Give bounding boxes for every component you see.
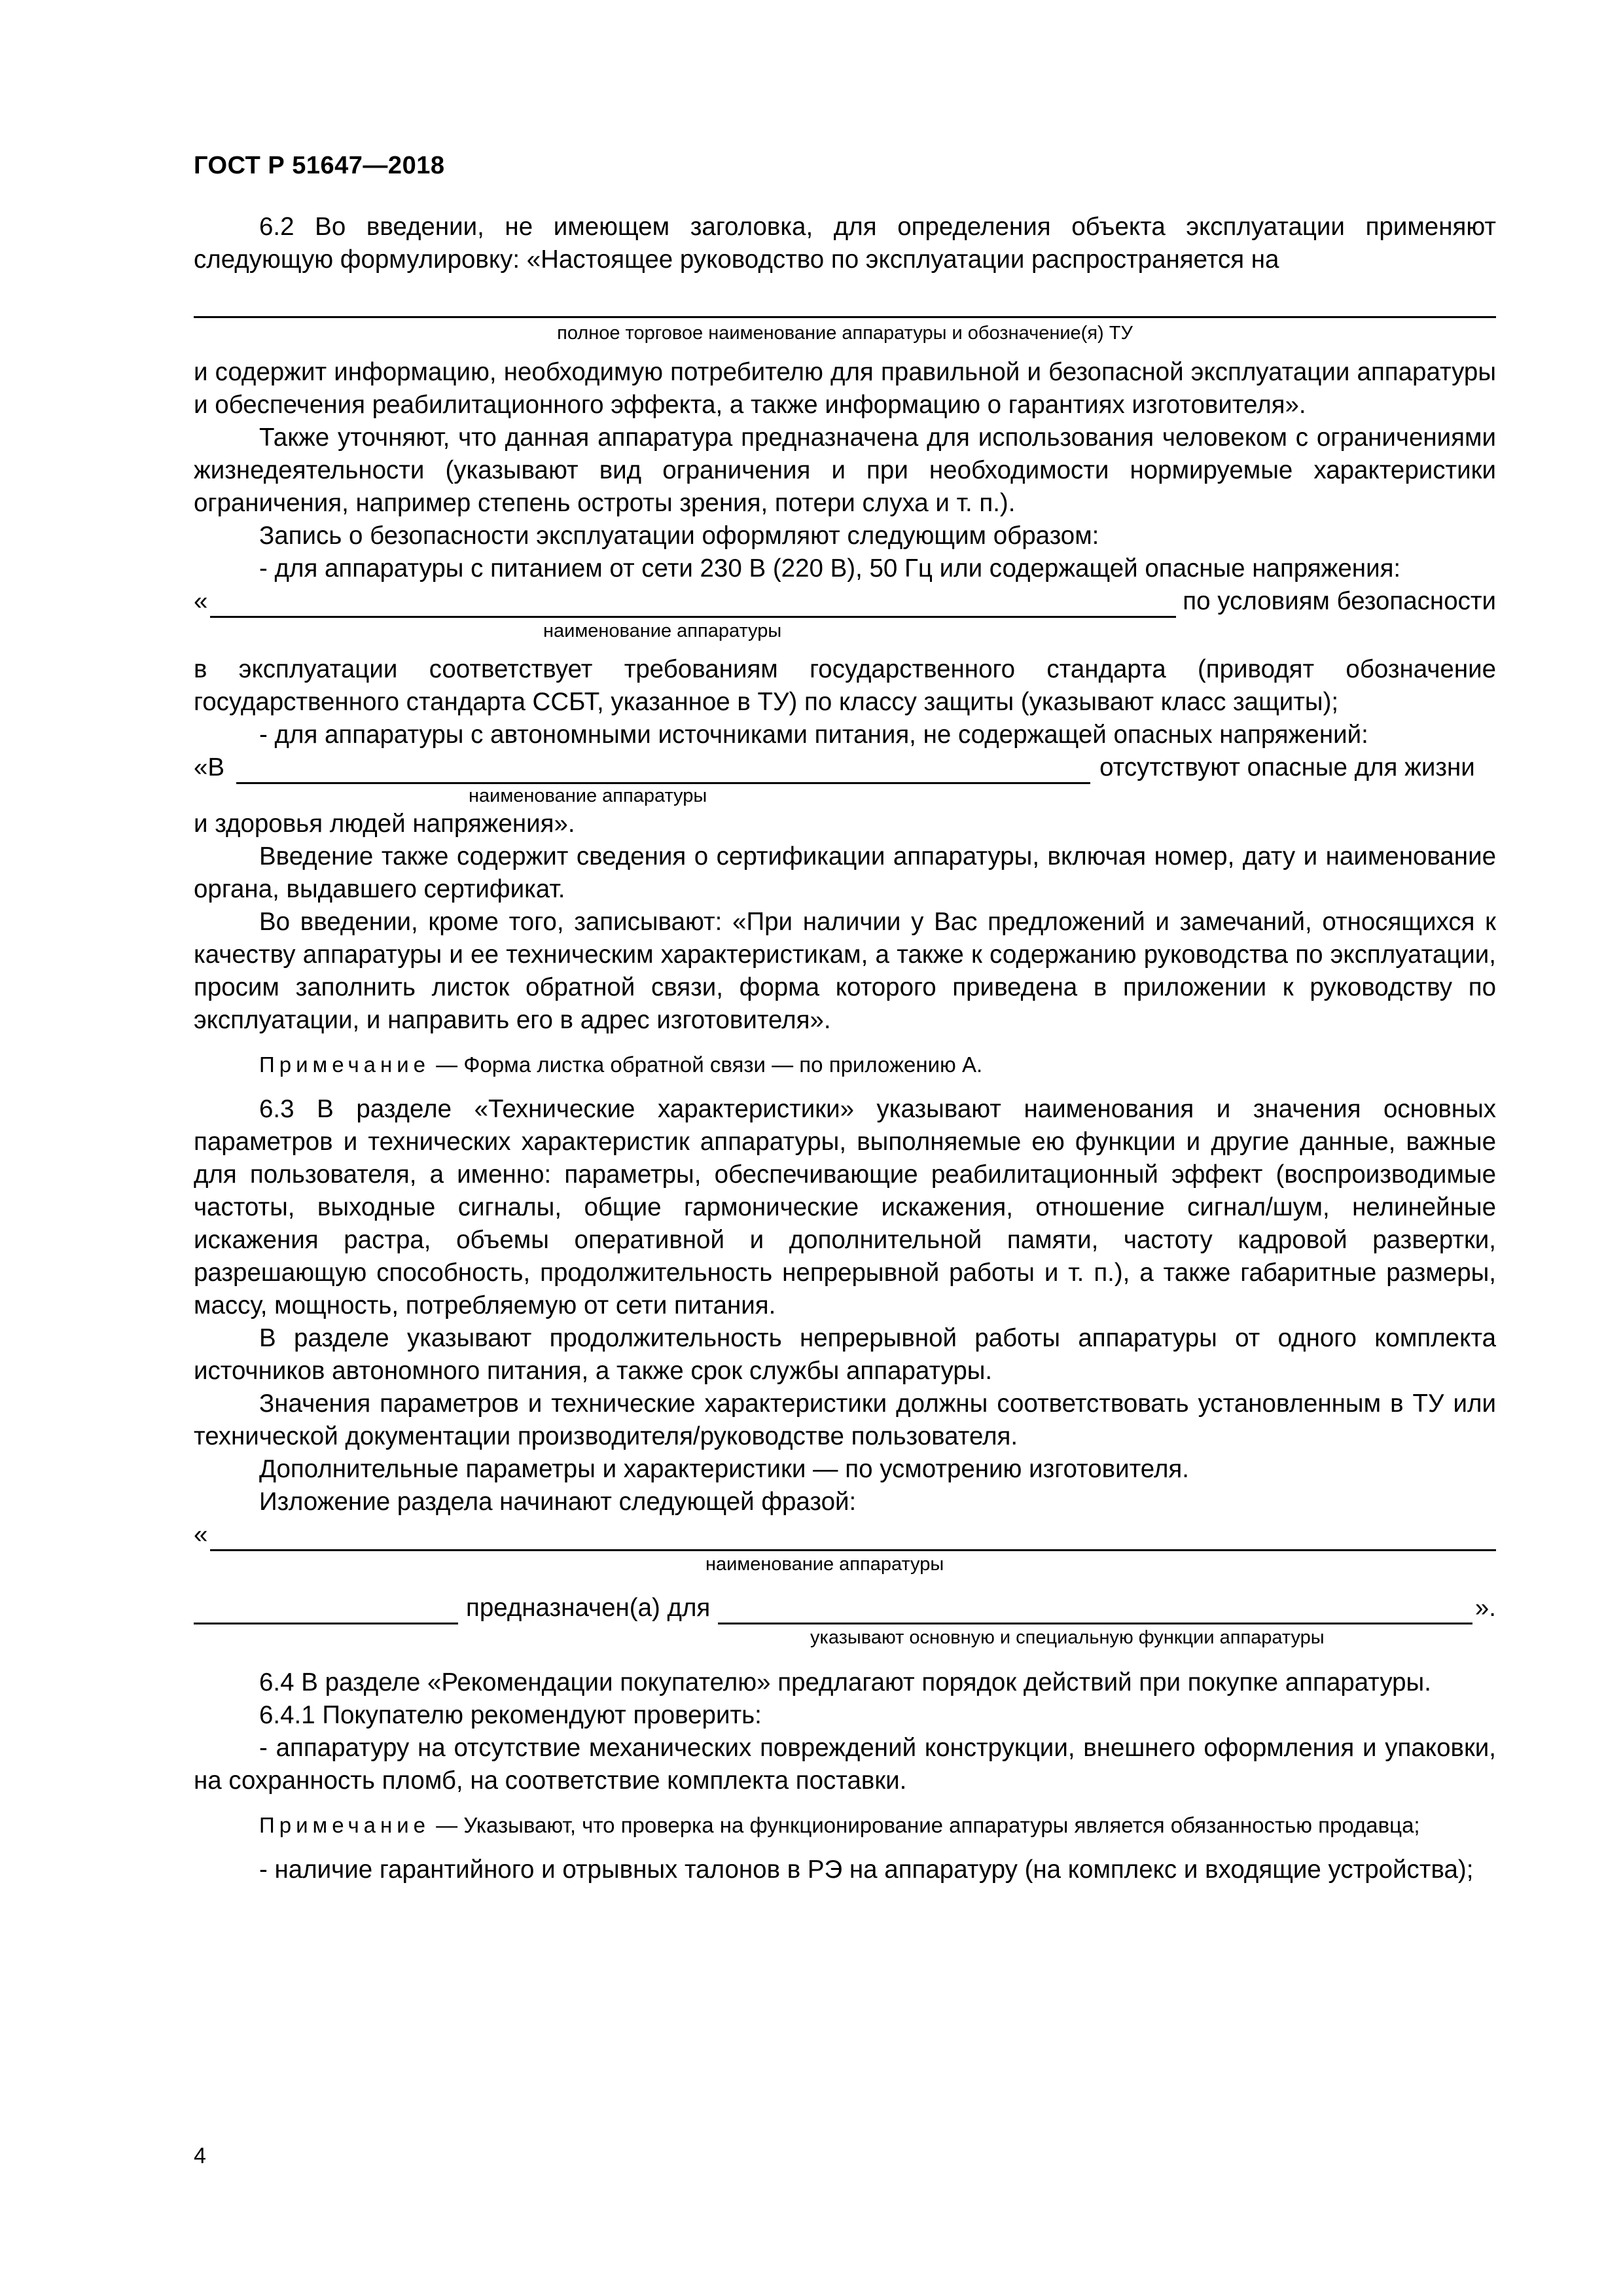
caption-apparatus-name: наименование аппаратуры [543,620,782,641]
quote-open-v: «В [194,753,225,781]
list-item-mains-power: - для аппаратуры с питанием от сети 230 В (220 В), 50 Гц или содержащей опасные напряжения: [259,554,1401,583]
fill-line-autonomous [194,751,1496,784]
quote-open: « [194,1520,208,1549]
blank-line [718,1601,1472,1624]
page-content [194,211,1496,1886]
para-values: Значения параметров и технические характеристики должны соответствовать установленным в ТУ или технической документации производителя/руководстве пользователя. [194,1390,1496,1450]
para-6-4-intro: 6.4 В разделе «Рекомендации покупателю» предлагают порядок действий при покупке аппаратуры. [259,1668,1431,1696]
blank-line [194,1601,458,1624]
para-duration: В разделе указывают продолжительность непрерывной работы аппаратуры от одного комплекта источников автономного питания, а также срок службы аппаратуры. [194,1324,1496,1385]
para-6-2-cont: и содержит информацию, необходимую потребителю для правильной и безопасной эксплуатации аппаратуры и обеспечения реабилитационного эффекта, а также информацию о гарантиях изготовителя». [194,358,1496,419]
blank-line [194,295,1496,318]
document-code: ГОСТ Р 51647—2018 [194,152,445,179]
quote-close: ». [1474,1594,1496,1622]
para-feedback: Во введении, кроме того, записывают: «При наличии у Вас предложений и замечаний, относящихся к качеству аппаратуры и ее техническим характеристикам, а также к содержанию руководства по эксплуатации, просим заполнить листок обратной связи, форма которого приведена в приложении к руководству по эксплуатации, и направить его в адрес изготовителя». [194,908,1496,1034]
caption-apparatus-name: наименование аппаратуры [469,785,707,806]
fill-line-purpose [194,1592,1496,1624]
note-seller-duty [194,1810,1496,1840]
blank-line [236,761,1090,784]
list-item-autonomous: - для аппаратуры с автономными источниками питания, не содержащей опасных напряжений: [259,721,1368,749]
fill-text-mid: предназначен(а) для [466,1594,711,1622]
note-feedback-form [194,1050,1496,1080]
para-6-2-intro: 6.2 Во введении, не имеющем заголовка, для определения объекта эксплуатации применяют следующую формулировку: «Настоящее руководство по эксплуатации распространяется на [194,213,1496,274]
quote-open: « [194,587,208,615]
caption-apparatus-name: наименование аппаратуры [705,1554,944,1575]
para-phrase: Изложение раздела начинают следующей фразой: [259,1488,857,1516]
fill-line-product-name [194,285,1496,318]
blank-line [210,594,1176,618]
fill-line-apparatus [194,1518,1496,1551]
para-certification: Введение также содержит сведения о сертификации аппаратуры, включая номер, дату и наименование органа, выдавшего сертификат. [194,842,1496,903]
note-text: — Указывают, что проверка на функционирование аппаратуры является обязанностью продавца; [430,1813,1420,1837]
para-also: Также уточняют, что данная аппаратура предназначена для использования человеком с ограничениями жизнедеятельности (указывают вид ограничения и при необходимости нормируемые характеристики ограничения, например степень остроты зрения, потери слуха и т. п.). [194,423,1496,517]
list-item-check-damage: - аппаратуру на отсутствие механических повреждений конструкции, внешнего оформления и упаковки, на сохранность пломб, на соответствие комплекта поставки. [194,1734,1496,1795]
fill-text-after: отсутствуют опасные для жизни [1099,753,1475,781]
caption-product-name: полное торговое наименование аппаратуры и обозначение(я) ТУ [557,323,1133,344]
note-label: Примечание [259,1813,431,1837]
para-6-4-1: 6.4.1 Покупателю рекомендуют проверить: [259,1701,762,1729]
para-safety-cont: в эксплуатации соответствует требованиям государственного стандарта (приводят обозначение государственного стандарта ССБТ, указанное в ТУ) по классу защиты (указывают класс защиты); [194,655,1496,716]
para-6-3-intro: 6.3 В разделе «Технические характеристики» указывают наименования и значения основных параметров и технических характеристик аппаратуры, выполняемые ею функции и другие данные, важные для пользователя, а именно: параметры, обеспечивающие реабилитационный эффект (воспроизводимые частоты, выходные сигналы, общие гармонические искажения, отношение сигнал/шум, нелинейные искажения растра, объемы оперативной и дополнительной памяти, частоту кадровой развертки, разрешающую способность, продолжительность непрерывной работы и т. п.), а также габаритные размеры, массу, мощность, потребляемую от сети питания. [194,1095,1496,1319]
fill-line-safety [194,585,1496,618]
caption-row [194,1551,1496,1577]
caption-row [194,1624,1496,1651]
para-autonomous-cont: и здоровья людей напряжения». [194,810,575,838]
para-extra: Дополнительные параметры и характеристики — по усмотрению изготовителя. [259,1455,1189,1483]
blank-line [210,1528,1496,1551]
page-number: 4 [194,2144,206,2168]
caption-row [194,618,1496,644]
caption-functions: указывают основную и специальную функции аппаратуры [810,1627,1325,1648]
caption-row [194,784,1496,808]
para-safety: Запись о безопасности эксплуатации оформляют следующим образом: [259,522,1099,550]
fill-text-after: по условиям безопасности [1183,587,1496,615]
note-text: — Форма листка обратной связи — по приложению А. [430,1052,983,1077]
list-item-warranty: - наличие гарантийного и отрывных талонов в РЭ на аппаратуру (на комплекс и входящие устройства); [259,1856,1474,1884]
note-label: Примечание [259,1052,431,1077]
